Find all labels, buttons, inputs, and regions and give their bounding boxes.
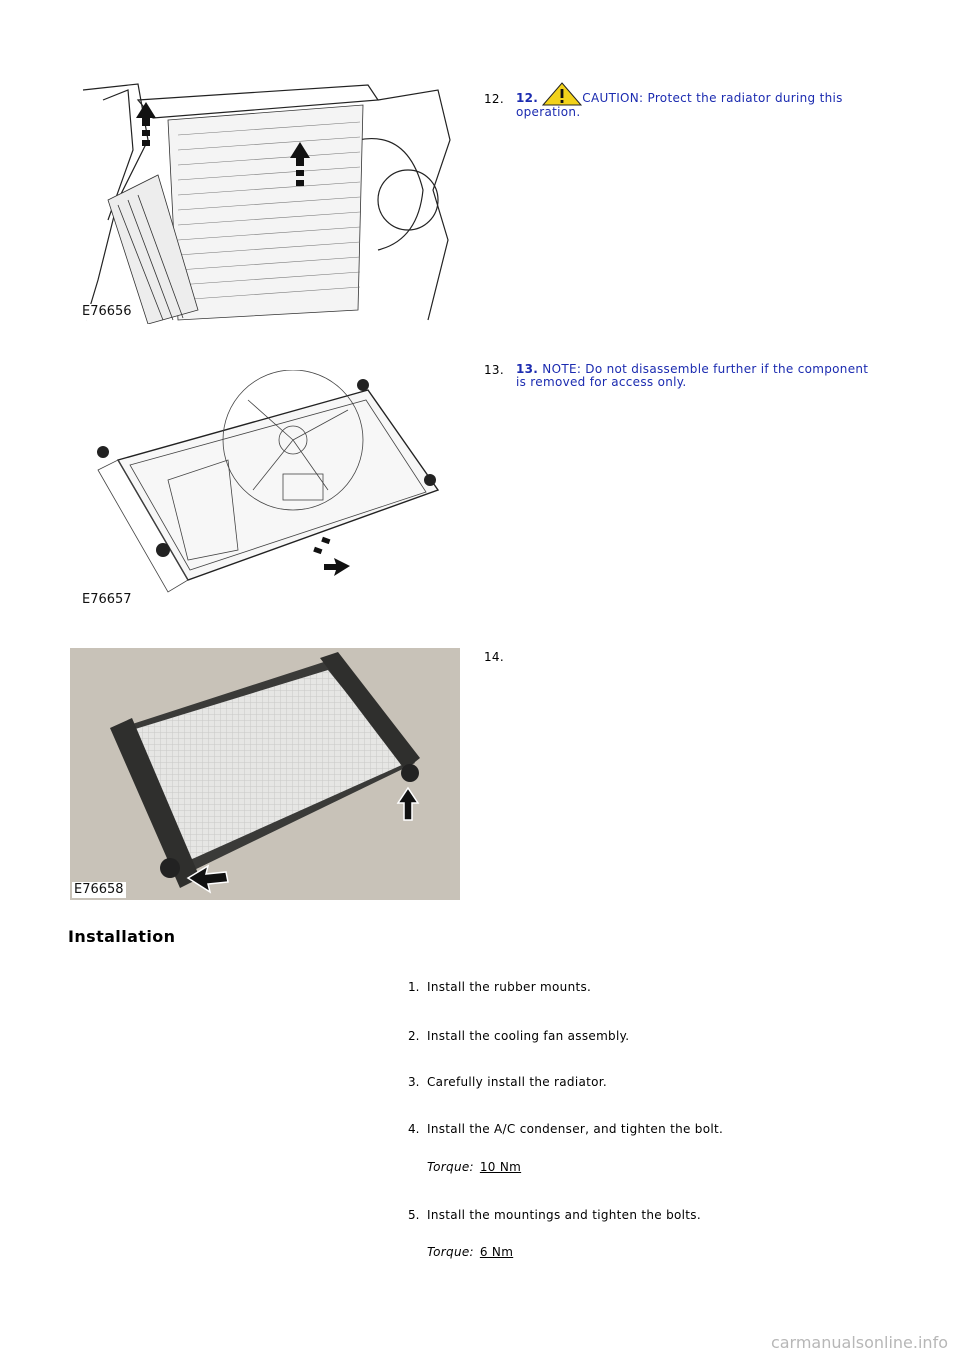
radiator-fan-drawing [78,370,448,610]
installation-step-text: Install the mountings and tighten the bolts. [427,1208,701,1222]
caution-text-line2: operation. [516,105,581,119]
figure-code-label: E76656 [82,304,132,319]
torque-spec [427,1160,521,1174]
torque-value-link[interactable]: 10 Nm [479,1160,522,1174]
note-text-line2: is removed for access only. [516,375,687,389]
torque-spec [427,1245,513,1259]
installation-step-text: Install the A/C condenser, and tighten the bolt. [427,1122,724,1136]
step-number: 14. [484,650,504,664]
figure-radiator-removal [78,80,452,324]
step-number: 13. [484,363,504,377]
caution-text-line1: CAUTION: Protect the radiator during this [582,91,843,105]
installation-step-number: 2. [408,1029,420,1043]
installation-step-text: Install the rubber mounts. [427,980,592,994]
torque-value-link[interactable]: 6 Nm [479,1245,514,1259]
step-bold-number: 13. [516,362,539,376]
step-bold-number: 12. [516,91,539,105]
figure-radiator-fan [78,370,448,610]
installation-step-number: 3. [408,1075,420,1089]
watermark: carmanualsonline.info [770,1333,948,1352]
section-title: Installation [68,927,176,946]
installation-step-text: Install the cooling fan assembly. [427,1029,630,1043]
warning-triangle-icon [542,82,582,106]
installation-step-number: 5. [408,1208,420,1222]
step-13-text [516,363,896,389]
note-text-line1: NOTE: Do not disassemble further if the component [542,362,869,376]
torque-label: Torque: [427,1245,474,1259]
step-12-text [516,82,896,119]
installation-step-number: 1. [408,980,420,994]
figure-radiator-photo [70,648,460,900]
installation-step-text: Carefully install the radiator. [427,1075,608,1089]
radiator-removal-drawing [78,80,452,324]
figure-code-label: E76657 [82,592,132,607]
torque-label: Torque: [427,1160,474,1174]
step-number: 12. [484,92,504,106]
radiator-photo-illustration [70,648,460,900]
installation-step-number: 4. [408,1122,420,1136]
figure-code-label: E76658 [74,882,124,897]
